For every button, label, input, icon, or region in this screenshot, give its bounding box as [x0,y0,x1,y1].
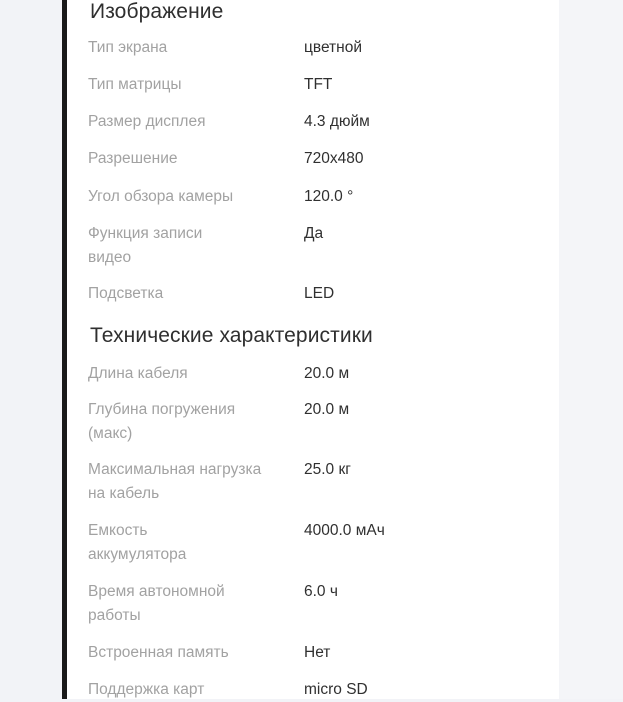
spec-value: 20.0 м [304,365,350,382]
spec-label: Разрешение [88,150,178,167]
spec-value: Да [304,225,324,242]
spec-value: цветной [304,39,362,56]
spec-value: 4000.0 мАч [304,522,385,539]
spec-label: Подсветка [88,285,164,302]
right-margin [559,0,623,699]
section-title-image: Изображение [90,0,224,23]
spec-value: 120.0 ° [304,188,354,205]
spec-value: 25.0 кг [304,461,351,478]
spec-label: Тип экрана [88,39,168,56]
spec-value: 20.0 м [304,401,350,418]
spec-label: Емкость аккумулятора [88,522,187,563]
spec-label: Функция записи видео [88,225,203,266]
spec-label: Угол обзора камеры [88,188,234,205]
spec-value: 4.3 дюйм [304,113,370,130]
spec-value: micro SD [304,681,368,698]
spec-value: TFT [304,76,333,93]
spec-value: 6.0 ч [304,583,338,600]
spec-label: Встроенная память [88,644,229,661]
spec-label: Длина кабеля [88,365,188,382]
panel-left-border [62,0,67,699]
spec-label: Глубина погружения (макс) [88,401,236,442]
spec-label: Поддержка карт [88,681,205,698]
spec-label: Время автономной работы [88,583,225,624]
spec-label: Максимальная нагрузка на кабель [88,461,262,502]
spec-value: LED [304,285,335,302]
section-title-technical: Технические характеристики [90,324,373,347]
spec-value: Нет [304,644,331,661]
spec-label: Тип матрицы [88,76,182,93]
spec-value: 720x480 [304,150,364,167]
spec-label: Размер дисплея [88,113,206,130]
